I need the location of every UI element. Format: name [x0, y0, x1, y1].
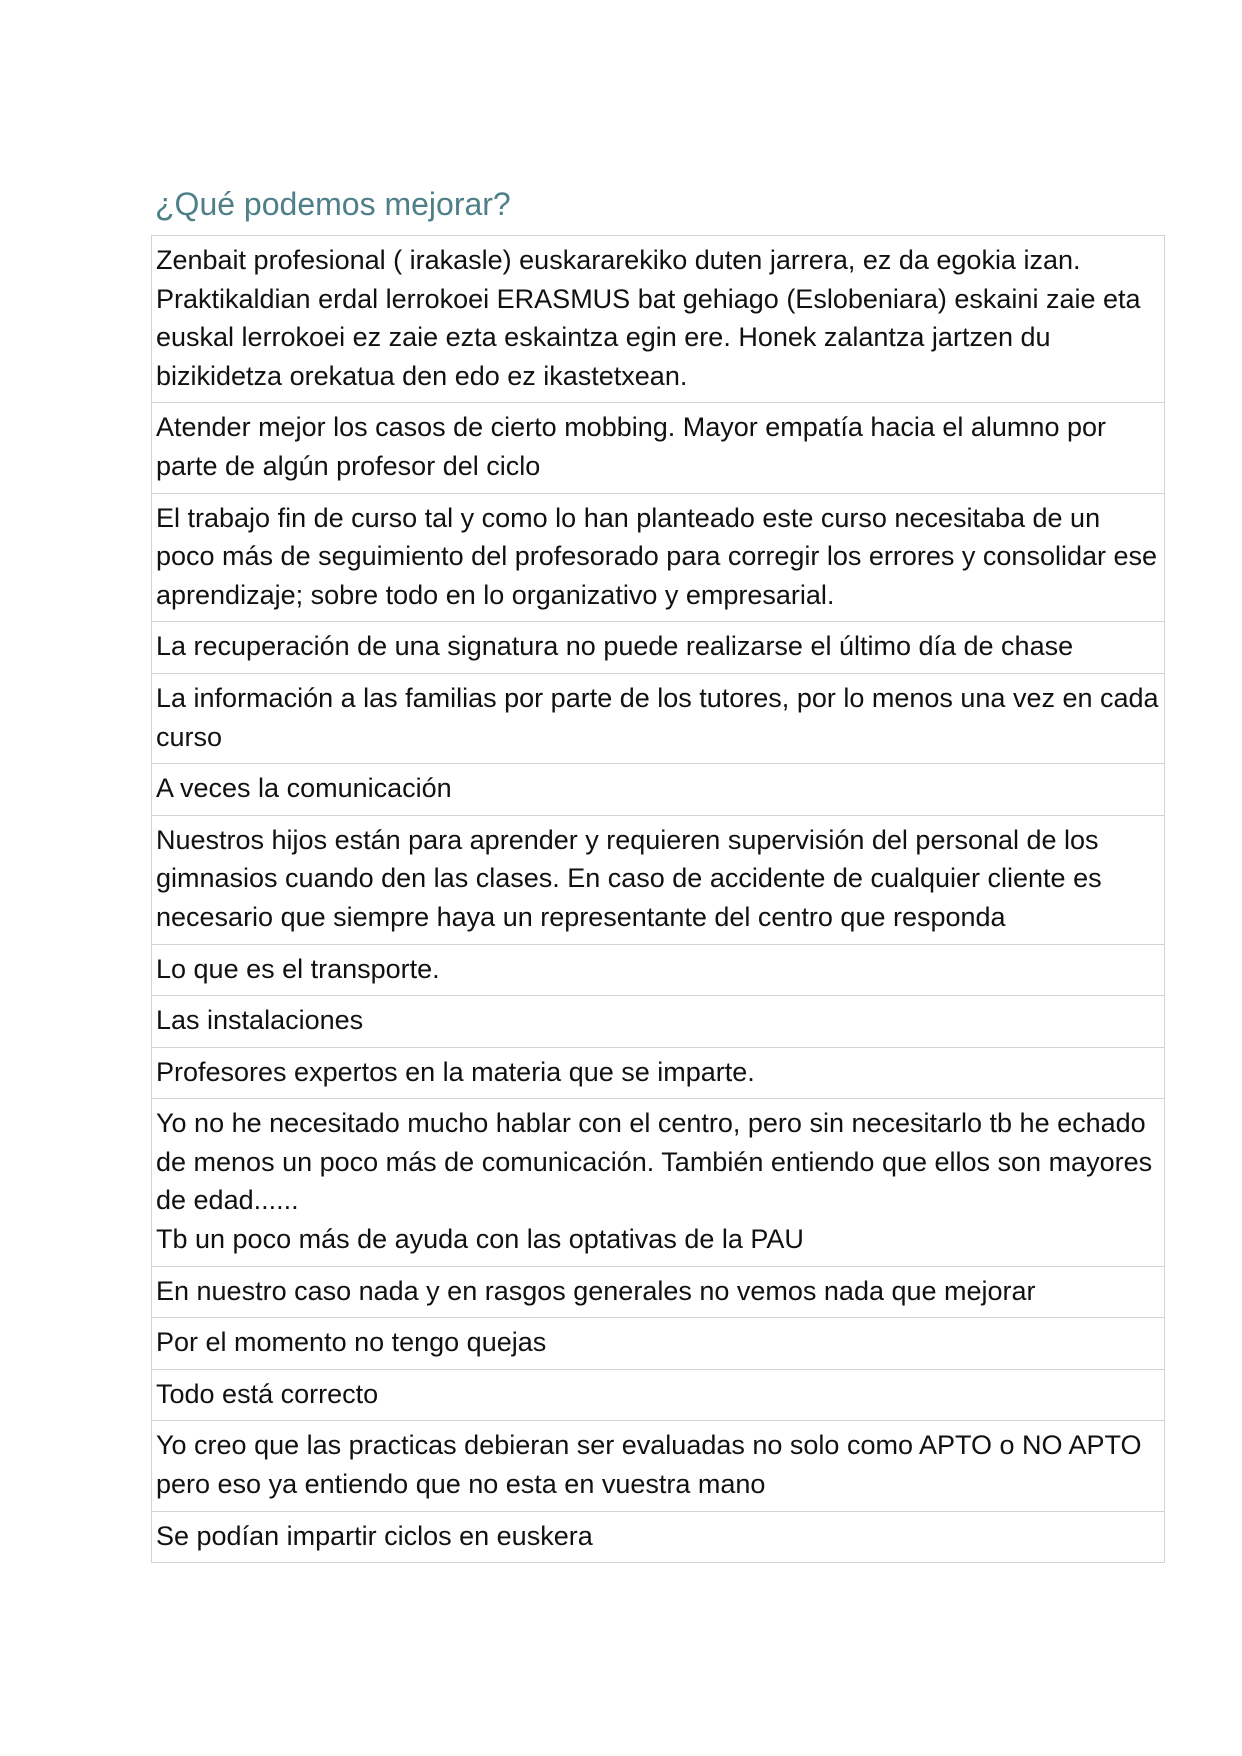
- response-cell: Las instalaciones: [152, 996, 1165, 1048]
- table-row: [152, 1421, 1165, 1511]
- table-row: [152, 815, 1165, 944]
- response-cell: Profesores expertos en la materia que se imparte.: [152, 1047, 1165, 1099]
- table-row: [152, 673, 1165, 763]
- response-cell: En nuestro caso nada y en rasgos generales no vemos nada que mejorar: [152, 1266, 1165, 1318]
- response-cell: La información a las familias por parte de los tutores, por lo menos una vez en cada curso: [152, 673, 1165, 763]
- table-row: [152, 1266, 1165, 1318]
- table-row: [152, 996, 1165, 1048]
- response-cell: Yo no he necesitado mucho hablar con el centro, pero sin necesitarlo tb he echado de menos un poco más de comunicación. También entiendo que ellos son mayores de edad...... Tb un poco más de ayuda con las optativas de la PAU: [152, 1099, 1165, 1266]
- table-row: [152, 493, 1165, 622]
- table-row: [152, 1369, 1165, 1421]
- table-row: [152, 403, 1165, 493]
- table-row: [152, 944, 1165, 996]
- response-cell: Nuestros hijos están para aprender y requieren supervisión del personal de los gimnasios cuando den las clases. En caso de accidente de cualquier cliente es necesario que siempre haya un representante del centro que responda: [152, 815, 1165, 944]
- table-row: [152, 1511, 1165, 1563]
- response-cell: Se podían impartir ciclos en euskera: [152, 1511, 1165, 1563]
- response-cell: A veces la comunicación: [152, 764, 1165, 816]
- response-cell: Atender mejor los casos de cierto mobbing. Mayor empatía hacia el alumno por parte de algún profesor del ciclo: [152, 403, 1165, 493]
- response-cell: La recuperación de una signatura no puede realizarse el último día de chase: [152, 622, 1165, 674]
- response-cell: El trabajo fin de curso tal y como lo han planteado este curso necesitaba de un poco más de seguimiento del profesorado para corregir los errores y consolidar ese aprendizaje; sobre todo en lo organizativo y empresarial.: [152, 493, 1165, 622]
- table-row: [152, 622, 1165, 674]
- responses-table-body: [152, 236, 1165, 1563]
- table-row: [152, 236, 1165, 403]
- response-cell: Por el momento no tengo quejas: [152, 1318, 1165, 1370]
- table-row: [152, 1047, 1165, 1099]
- table-row: [152, 1318, 1165, 1370]
- response-cell: Todo está correcto: [152, 1369, 1165, 1421]
- section-title: ¿Qué podemos mejorar?: [155, 186, 511, 222]
- response-cell: Yo creo que las practicas debieran ser evaluadas no solo como APTO o NO APTO pero eso ya entiendo que no esta en vuestra mano: [152, 1421, 1165, 1511]
- response-cell: Zenbait profesional ( irakasle) euskararekiko duten jarrera, ez da egokia izan. Praktikaldian erdal lerrokoei ERASMUS bat gehiago (Eslobeniara) eskaini zaie eta euskal lerrokoei ez zaie ezta eskaintza egin ere. Honek zalantza jartzen du bizikidetza orekatua den edo ez ikastetxean.: [152, 236, 1165, 403]
- table-row: [152, 1099, 1165, 1266]
- responses-table: [151, 235, 1165, 1563]
- table-row: [152, 764, 1165, 816]
- response-cell: Lo que es el transporte.: [152, 944, 1165, 996]
